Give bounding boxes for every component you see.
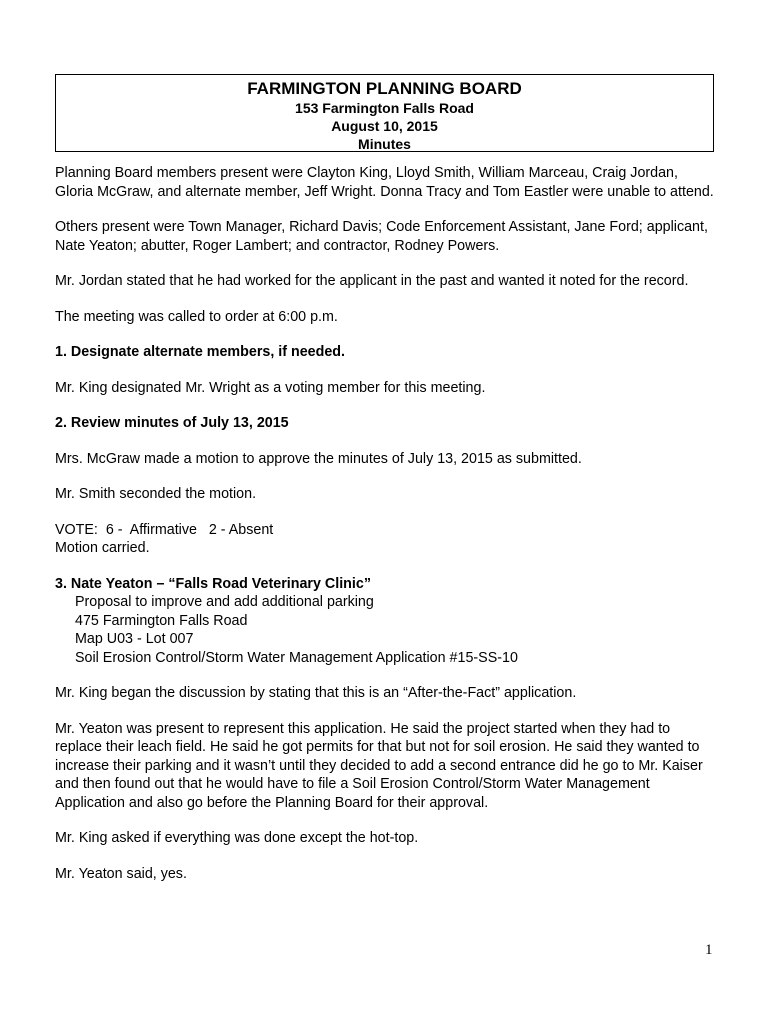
motion-carried: Motion carried. — [55, 540, 150, 556]
item3-map-lot: Map U03 - Lot 007 — [75, 631, 194, 647]
item3-address: 475 Farmington Falls Road — [75, 612, 248, 629]
yeaton-answer-paragraph: Mr. Yeaton said, yes. — [55, 865, 187, 882]
header-box — [55, 74, 714, 152]
board-address: 153 Farmington Falls Road — [295, 100, 474, 116]
item2-heading: 2. Review minutes of July 13, 2015 — [55, 415, 289, 431]
discussion-paragraph: Mr. King began the discussion by stating that this is an “After-the-Fact” application. — [55, 685, 577, 701]
item3-proposal: Proposal to improve and add additional parking — [75, 594, 374, 610]
item3-details — [55, 593, 720, 667]
meeting-date: August 10, 2015 — [331, 118, 438, 134]
item3-heading: 3. Nate Yeaton – “Falls Road Veterinary Clinic” — [55, 575, 371, 592]
others-present-paragraph: Others present were Town Manager, Richard Davis; Code Enforcement Assistant, Jane Ford; applicant, Nate Yeaton; abutter, Roger Lambert; and contractor, Rodney Powers. — [55, 219, 708, 254]
board-title: FARMINGTON PLANNING BOARD — [247, 79, 522, 98]
document-type: Minutes — [358, 136, 411, 152]
king-question-paragraph: Mr. King asked if everything was done except the hot-top. — [55, 830, 419, 846]
yeaton-statement-paragraph: Mr. Yeaton was present to represent this application. He said the project started when they had to replace their leach field. He said he got permits for that but not for soil erosion. He said they wanted to increase their parking and it wasn’t until they decided to add a second entrance did he go to Mr. Kaiser and then found out that he would have to file a Soil Erosion Control/Storm Water Management Application and also go before the Planning Board for their approval. — [55, 720, 703, 811]
page-number: 1 — [705, 942, 713, 958]
disclosure-paragraph: Mr. Jordan stated that he had worked for the applicant in the past and wanted it noted for the record. — [55, 273, 689, 289]
minutes-body — [55, 164, 720, 900]
attendance-paragraph: Planning Board members present were Clayton King, Lloyd Smith, William Marceau, Craig Jordan, Gloria McGraw, and alternate member, Jeff Wright. Donna Tracy and Tom Eastler were unable to attend. — [55, 165, 714, 200]
vote-line: VOTE: 6 - Affirmative 2 - Absent — [55, 521, 274, 538]
item2-second: Mr. Smith seconded the motion. — [55, 486, 257, 502]
call-to-order-paragraph: The meeting was called to order at 6:00 p.m. — [55, 308, 338, 325]
item3-application: Soil Erosion Control/Storm Water Management Application #15-SS-10 — [75, 649, 518, 666]
item1-heading: 1. Designate alternate members, if needed. — [55, 344, 346, 360]
item2-motion: Mrs. McGraw made a motion to approve the minutes of July 13, 2015 as submitted. — [55, 450, 582, 467]
item1-text: Mr. King designated Mr. Wright as a voting member for this meeting. — [55, 379, 486, 396]
